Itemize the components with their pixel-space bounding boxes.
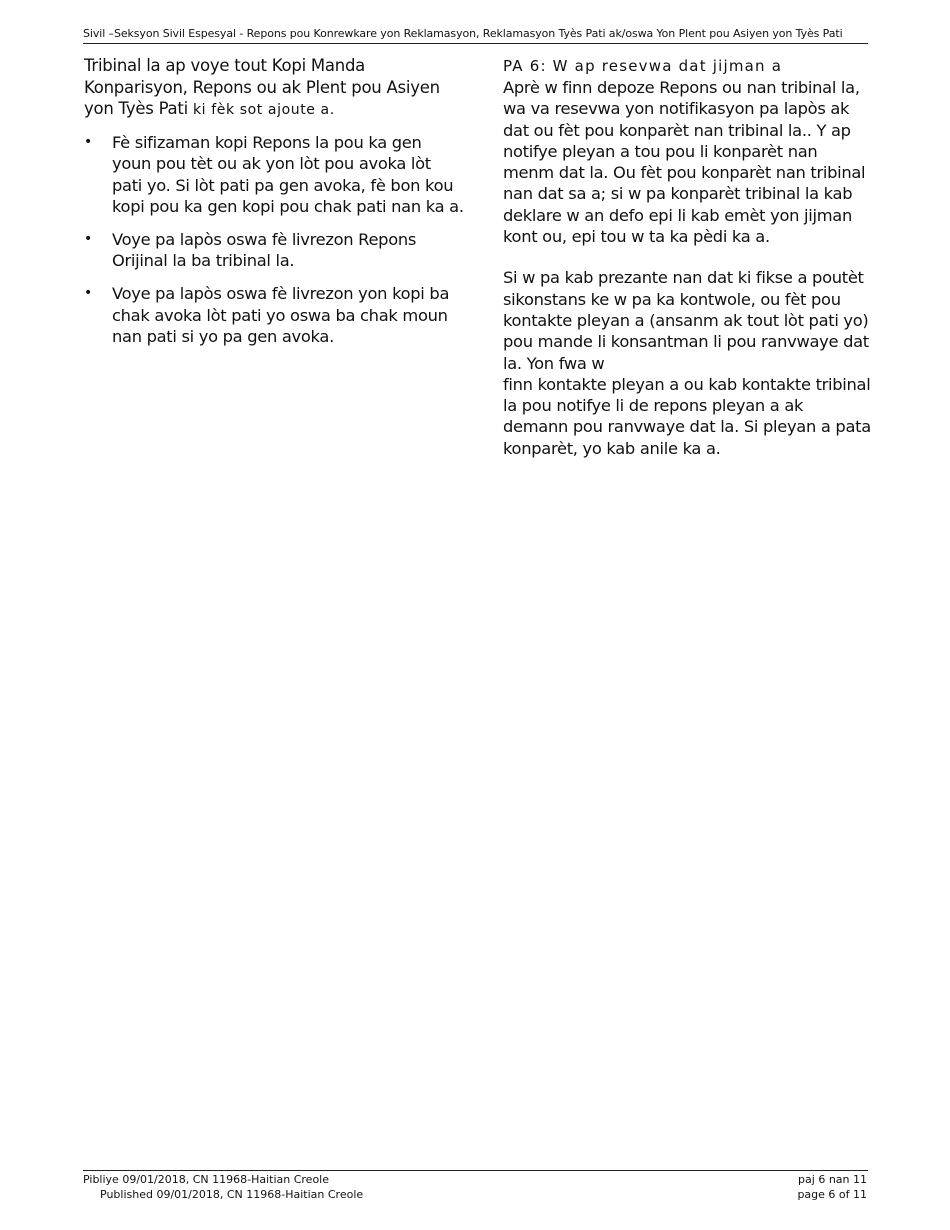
intro-tail-text: ki fèk sot ajoute a.: [192, 102, 335, 118]
bullet-icon: •: [84, 230, 92, 247]
bullet-icon: •: [84, 285, 92, 302]
footer-published-en: Published 09/01/2018, CN 11968-Haitian Creole: [100, 1187, 364, 1201]
page-header-title: Sivil –Seksyon Sivil Espesyal - Repons pou Konrewkare yon Reklamasyon, Reklamasyon Tyès Pati ak/oswa Yon Plent pou Asiyen yon Tyès Pati: [83, 27, 843, 40]
list-item: [84, 132, 464, 218]
header-divider: [83, 43, 868, 44]
paragraph-postponement-part-b: finn kontakte pleyan a ou kab kontakte tribinal la pou notifye li de repons pleyan a ak demann pou ranvwaye dat la. Si pleyan a pata konparèt, yo kab anile ka a.: [503, 374, 871, 458]
left-column: [84, 55, 464, 359]
paragraph-postponement: [503, 267, 873, 459]
paragraph-hearing-notice: Aprè w finn depoze Repons ou nan tribinal la, wa va resevwa yon notifikasyon pa lapòs ak dat ou fèt pou konparèt nan tribinal la.. Y ap notifye pleyan a tou pou li konparèt nan menm dat la. Ou fèt pou konparèt nan tribinal nan dat sa a; si w pa konparèt tribinal la kab deklare w an defo epi li kab emèt yon jijman kont ou, epi tou w ta ka pèdi ka a.: [503, 78, 866, 247]
footer-published-ht: Pibliye 09/01/2018, CN 11968-Haitian Creole: [83, 1173, 330, 1186]
intro-main-text: Tribinal la ap voye tout Kopi Manda Konparisyon, Repons ou ak Plent pou Asiyen yon Tyès Pati: [84, 56, 440, 118]
list-item: [84, 283, 464, 348]
footer-publication: [83, 1173, 363, 1202]
intro-paragraph: [84, 55, 464, 122]
footer-page-ht: paj 6 nan 11: [798, 1173, 867, 1186]
list-item-text: Voye pa lapòs oswa fè livrezon Repons Orijinal la ba tribinal la.: [112, 229, 417, 271]
footer-page-en: page 6 of 11: [797, 1187, 867, 1201]
bullet-icon: •: [84, 133, 92, 150]
list-item: [84, 229, 464, 272]
list-item-text: Voye pa lapòs oswa fè livrezon yon kopi ba chak avoka lòt pati yo oswa ba chak moun nan pati si yo pa gen avoka.: [112, 284, 450, 347]
footer-page-number: [797, 1173, 867, 1202]
list-item-text: Fè sifizaman kopi Repons la pou ka gen youn pou tèt ou ak yon lòt pou avoka lòt pati yo. Si lòt pati pa gen avoka, fè bon kou kopi pou ka gen kopi pou chak pati nan ka a.: [112, 132, 464, 217]
right-column: [503, 55, 873, 459]
instruction-list: [84, 132, 464, 348]
step-heading: PA 6: W ap resevwa dat jijman a: [503, 57, 783, 75]
paragraph-postponement-part-a: Si w pa kab prezante nan dat ki fikse a poutèt sikonstans ke w pa ka kontwole, ou fèt pou kontakte pleyan a (ansanm ak tout lòt pati yo) pou mande li konsantman li pou ranvwaye dat la. Yon fwa w: [503, 268, 869, 373]
footer-divider: [83, 1170, 868, 1171]
